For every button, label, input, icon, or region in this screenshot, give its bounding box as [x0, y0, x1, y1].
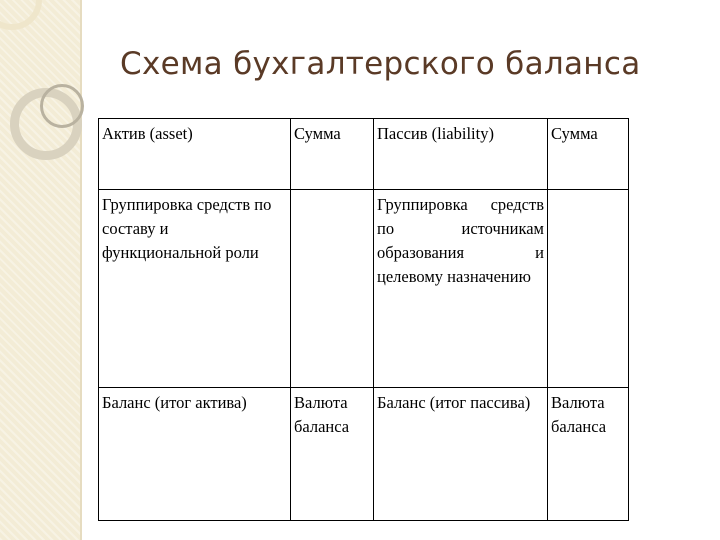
side-strip-edge	[80, 0, 82, 540]
header-asset-amount	[291, 119, 374, 190]
cell-liability-total	[374, 388, 548, 521]
slide-title: Схема бухгалтерского баланса	[120, 46, 641, 82]
table-row	[99, 388, 629, 521]
liability-total-amount-text: Валюта баланса	[551, 393, 607, 436]
asset-total-text: Баланс (итог актива)	[102, 393, 247, 412]
cell-asset-grouping-amount	[291, 190, 374, 388]
asset-total-amount-text: Валюта баланса	[294, 393, 350, 436]
header-liability-amount	[548, 119, 629, 190]
cell-asset-total-amount	[291, 388, 374, 521]
decorative-ring-small	[40, 84, 84, 128]
header-asset-amount-text: Сумма	[294, 124, 341, 143]
header-asset	[99, 119, 291, 190]
header-asset-text: Актив (asset)	[102, 124, 193, 143]
table-header-row	[99, 119, 629, 190]
liability-total-text: Баланс (итог пассива)	[377, 393, 531, 412]
header-liability	[374, 119, 548, 190]
table-row	[99, 190, 629, 388]
liability-grouping-text: Группировка средств по источникам образования и целевому назначению	[377, 195, 544, 286]
header-liability-text: Пассив (liability)	[377, 124, 494, 143]
cell-liability-total-amount	[548, 388, 629, 521]
decorative-side-strip	[0, 0, 80, 540]
cell-liability-grouping-amount	[548, 190, 629, 388]
asset-grouping-text: Группировка средств по составу и функциональной роли	[102, 195, 272, 262]
cell-asset-grouping	[99, 190, 291, 388]
cell-liability-grouping	[374, 190, 548, 388]
header-liability-amount-text: Сумма	[551, 124, 598, 143]
balance-table	[98, 118, 629, 521]
cell-asset-total	[99, 388, 291, 521]
